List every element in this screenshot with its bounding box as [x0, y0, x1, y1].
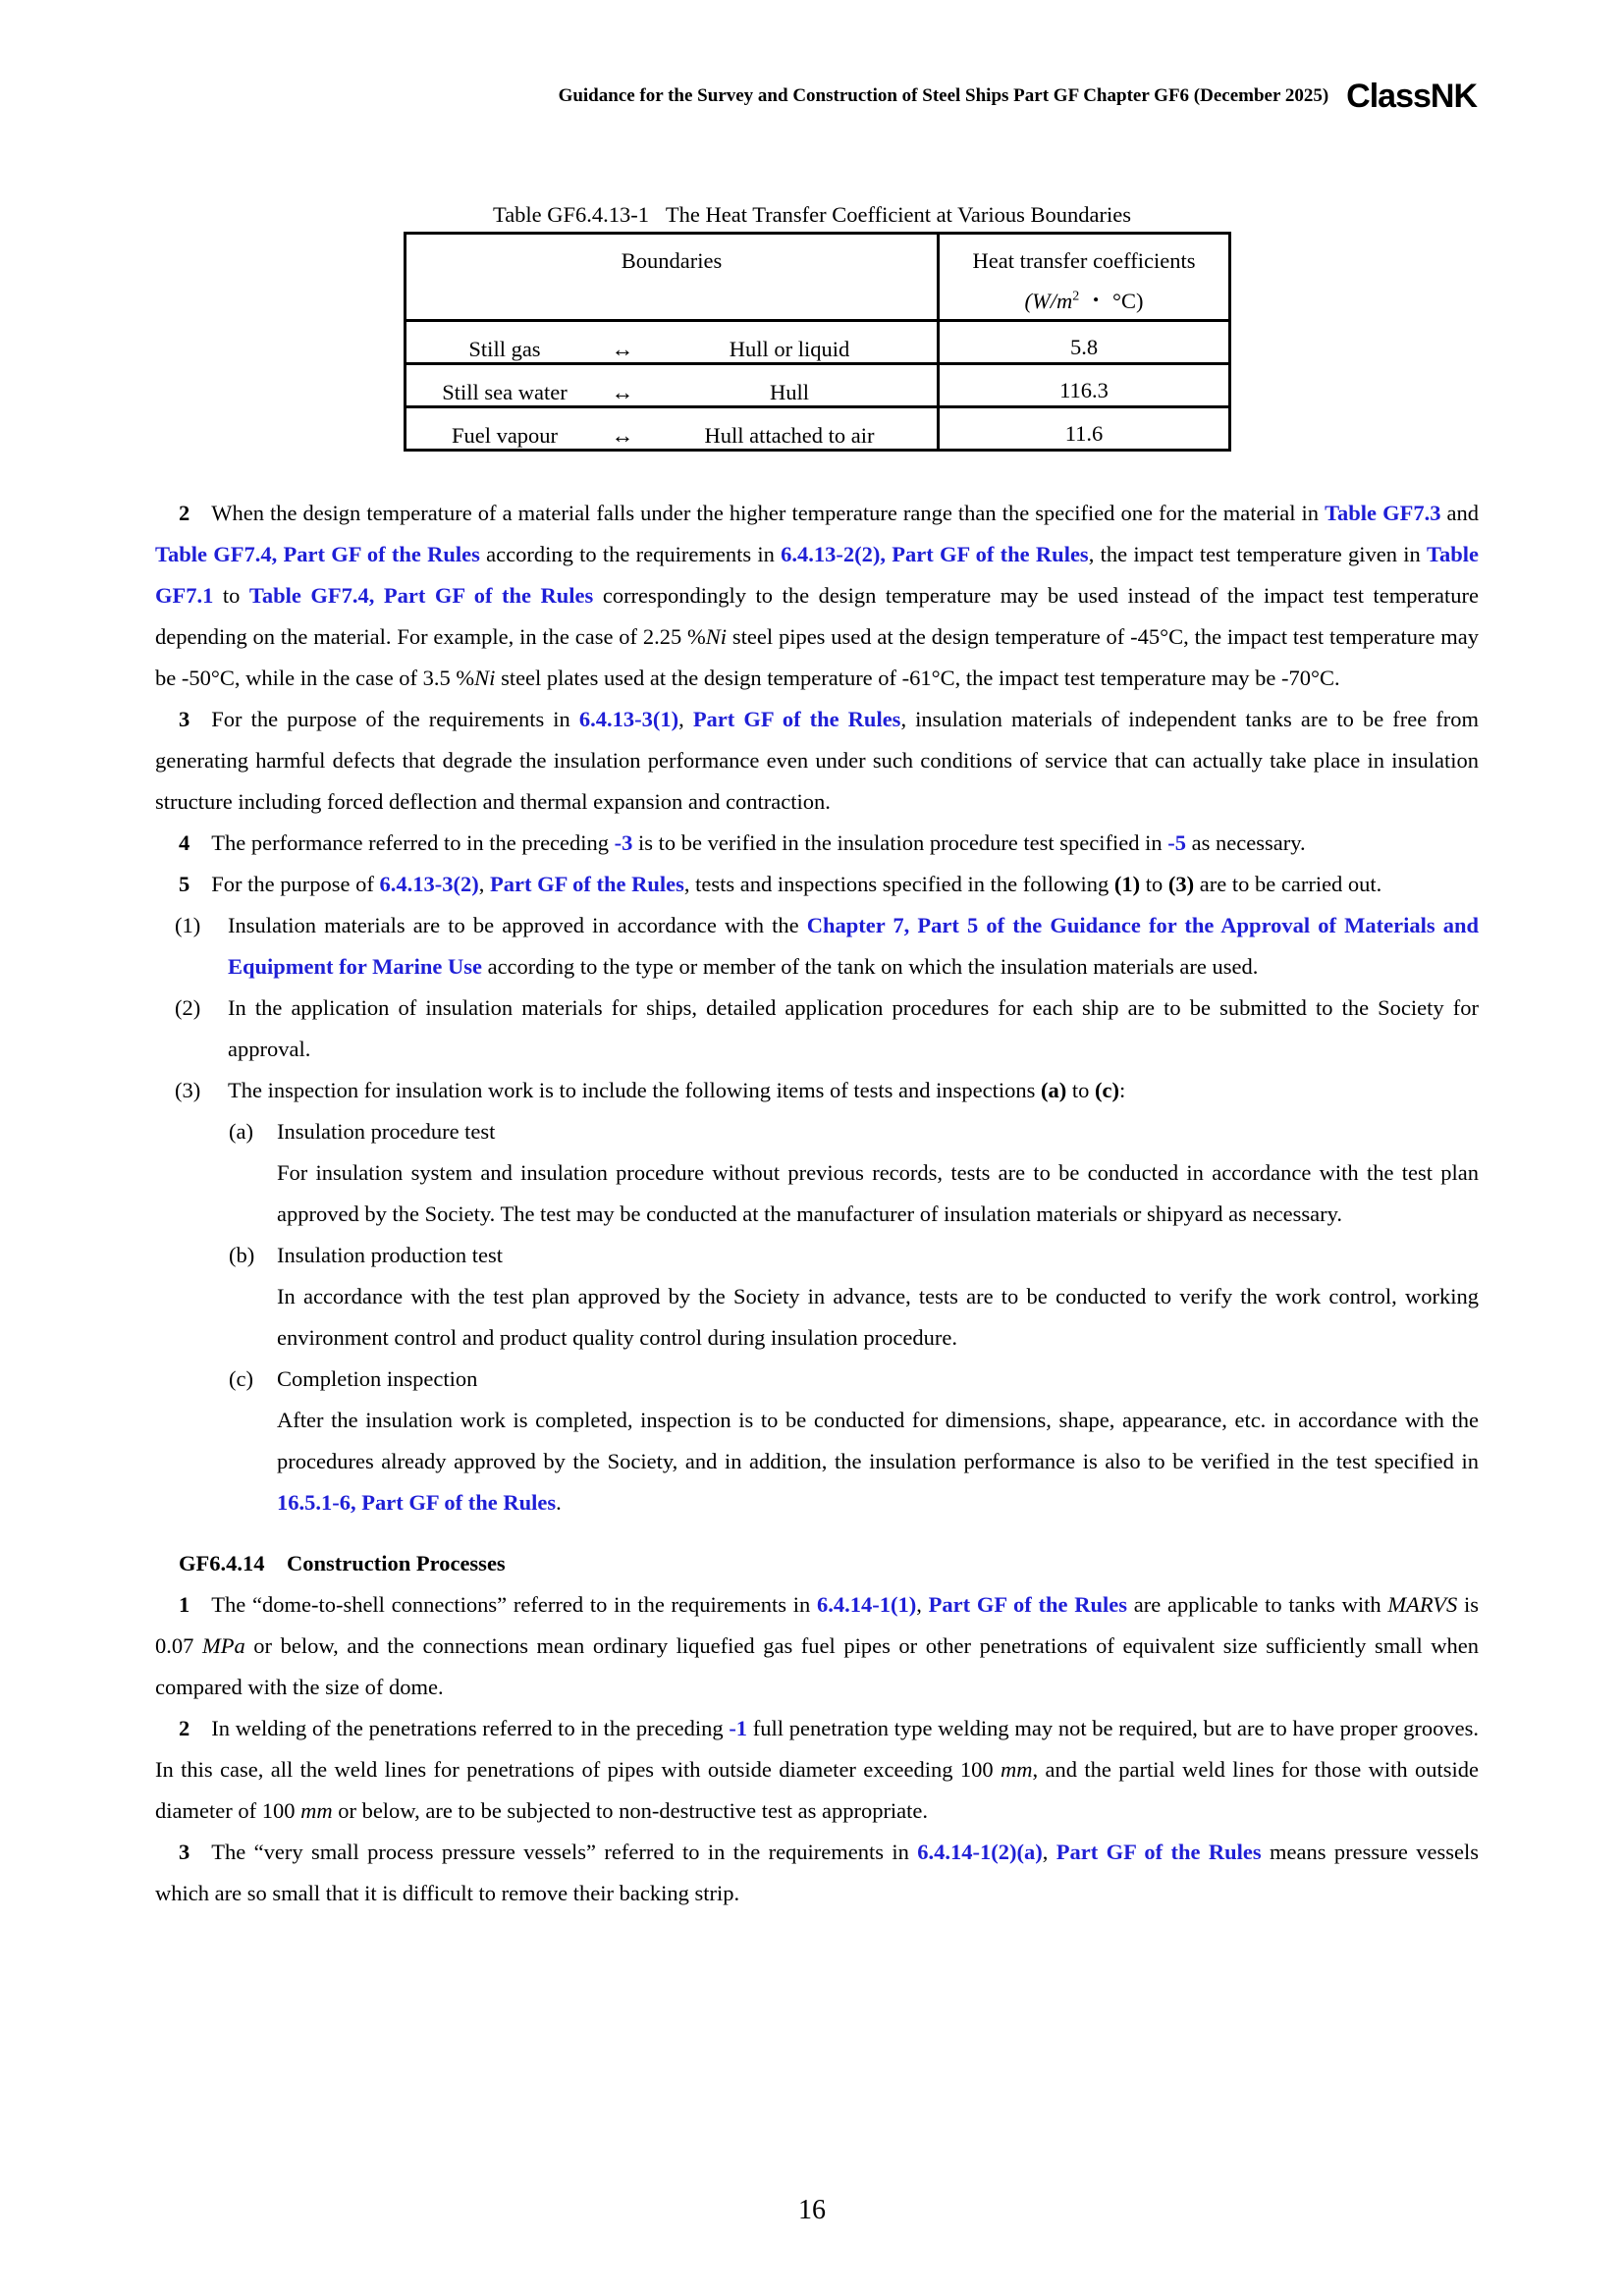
value-cell: 5.8 — [939, 321, 1230, 364]
document-body — [155, 493, 1479, 1914]
list-item: (1) Insulation materials are to be approved in accordance with the Chapter 7, Part 5 of the Guidance for the Approval of Materials and Equipment for Marine Use according to the type or member of the tank on which the insulation materials are used. — [175, 913, 1479, 979]
paragraph-3: 3 For the purpose of the requirements in 6.4.13-3(1), Part GF of the Rules, insulation materials of independent tanks are to be free from generating harmful defects that degrade the insulation performance even under such conditions of service that can actually take place in insulation structure including forced deflection and thermal expansion and contraction. — [155, 707, 1480, 814]
table-caption: Table GF6.4.13-1 The Heat Transfer Coefficient at Various Boundaries — [493, 202, 1131, 227]
sub-item-title: (a) Insulation procedure test — [229, 1119, 496, 1144]
link[interactable]: -1 — [729, 1716, 748, 1740]
value-cell: 11.6 — [939, 407, 1230, 451]
page-number: 16 — [798, 2195, 826, 2225]
list-item: (2) In the application of insulation materials for ships, detailed application procedures for each ship are to be submitted to the Society for approval. — [175, 995, 1479, 1061]
paragraph-2: 2 When the design temperature of a material falls under the higher temperature range than the specified one for the material in Table GF7.3 and Table GF7.4, Part GF of the Rules according to the requirements in 6.4.13-2(2), Part GF of the Rules, the impact test temperature given in Table GF7.1 to Table GF7.4, Part GF of the Rules correspondingly to the design temperature may be used instead of the impact test temperature depending on the material. For example, in the case of 2.25 %Ni steel pipes used at the design temperature of -45°C, the impact test temperature may be -50°C, while in the case of 3.5 %Ni steel plates used at the design temperature of -61°C, the impact test temperature may be -70°C. — [155, 501, 1480, 690]
sub-item-text: After the insulation work is completed, inspection is to be conducted for dimensions, shape, appearance, etc. in accordance with the procedures already approved by the Society, and in addition, the insulation performance is also to be verified in the test specified in 16.5.1-6, Part GF of the Rules. — [277, 1408, 1479, 1515]
paragraph-q1: 1 The “dome-to-shell connections” referred to in the requirements in 6.4.14-1(1), Part GF of the Rules are applicable to tanks with MARVS is 0.07 MPa or below, and the connections mean ordinary liquefied gas fuel pipes or other penetrations of equivalent size sufficiently small when compared with the size of dome. — [155, 1592, 1480, 1699]
classnk-logo: ClassNK — [1346, 77, 1477, 115]
header-coeff-label: Heat transfer coefficients — [972, 248, 1196, 273]
boundary-cell: Still gas ↔ Hull or liquid — [406, 321, 939, 364]
link[interactable]: -3 — [614, 830, 633, 855]
link[interactable]: -5 — [1167, 830, 1187, 855]
link[interactable]: 6.4.13-3(1) — [578, 707, 679, 731]
paragraph-4: 4 The performance referred to in the preceding -3 is to be verified in the insulation procedure test specified in -5 as necessary. — [179, 830, 1306, 855]
link[interactable]: Part GF of the Rules — [1056, 1840, 1262, 1864]
link[interactable]: 6.4.13-3(2) — [379, 872, 479, 896]
table-row — [406, 321, 1230, 364]
list-item: (3) The inspection for insulation work is to include the following items of tests and inspections (a) to (c): — [175, 1078, 1126, 1102]
value-cell: 116.3 — [939, 364, 1230, 407]
paragraph-q2: 2 In welding of the penetrations referred to in the preceding -1 full penetration type welding may not be required, but are to have proper grooves. In this case, all the weld lines for penetrations of pipes with outside diameter exceeding 100 mm, and the partial weld lines for those with outside diameter of 100 mm or below, are to be subjected to non-destructive test as appropriate. — [155, 1716, 1479, 1823]
table-row — [406, 407, 1230, 451]
heat-transfer-table — [404, 232, 1231, 452]
sub-item-title: (c) Completion inspection — [229, 1366, 478, 1391]
boundary-cell: Fuel vapour ↔ Hull attached to air — [406, 407, 939, 451]
link[interactable]: 6.4.14-1(1) — [817, 1592, 917, 1617]
link[interactable]: 6.4.14-1(2)(a) — [917, 1840, 1043, 1864]
paragraph-q3: 3 The “very small process pressure vessels” referred to in the requirements in 6.4.14-1(2)(a), Part GF of the Rules means pressure vessels which are so small that it is difficult to remove their backing strip. — [155, 1840, 1480, 1905]
table-row — [406, 364, 1230, 407]
link[interactable]: Part GF of the Rules — [928, 1592, 1127, 1617]
link[interactable]: 6.4.13-2(2), Part GF of the Rules — [781, 542, 1089, 566]
header-title: Guidance for the Survey and Construction of Steel Ships Part GF Chapter GF6 (December 2025) — [558, 85, 1329, 106]
link[interactable]: Table GF7.3 — [1325, 501, 1441, 525]
link[interactable]: Part GF of the Rules — [489, 872, 684, 896]
sub-item-text: For insulation system and insulation procedure without previous records, tests are to be conducted in accordance with the test plan approved by the Society. The test may be conducted at the manufacturer of insulation materials or shipyard as necessary. — [277, 1160, 1479, 1226]
link[interactable]: Chapter 7, Part 5 of the Guidance for the Approval of Materials and Equipment for Marine Use — [228, 913, 1479, 979]
paragraph-5: 5 For the purpose of 6.4.13-3(2), Part GF of the Rules, tests and inspections specified in the following (1) to (3) are to be carried out. — [179, 872, 1382, 896]
table-header-boundaries — [406, 234, 939, 321]
sub-item-title: (b) Insulation production test — [229, 1243, 503, 1267]
header-boundaries-label: Boundaries — [621, 248, 723, 273]
link[interactable]: Table GF7.1 — [155, 542, 1479, 608]
sub-item-text: In accordance with the test plan approved by the Society in advance, tests are to be conducted to verify the work control, working environment control and product quality control during insulation procedure. — [277, 1284, 1479, 1350]
section-heading: GF6.4.14 Construction Processes — [179, 1551, 506, 1575]
boundary-cell: Still sea water ↔ Hull — [406, 364, 939, 407]
link[interactable]: 16.5.1-6, Part GF of the Rules — [277, 1490, 557, 1515]
link[interactable]: Part GF of the Rules — [692, 707, 901, 731]
page-header — [559, 77, 1477, 116]
table-header-coefficients — [939, 234, 1230, 321]
header-coeff-unit: ($W/m^2$ ・ °C) — [1024, 289, 1144, 313]
link[interactable]: Table GF7.4, Part GF of the Rules — [248, 583, 594, 608]
link[interactable]: Table GF7.4, Part GF of the Rules — [155, 542, 480, 566]
